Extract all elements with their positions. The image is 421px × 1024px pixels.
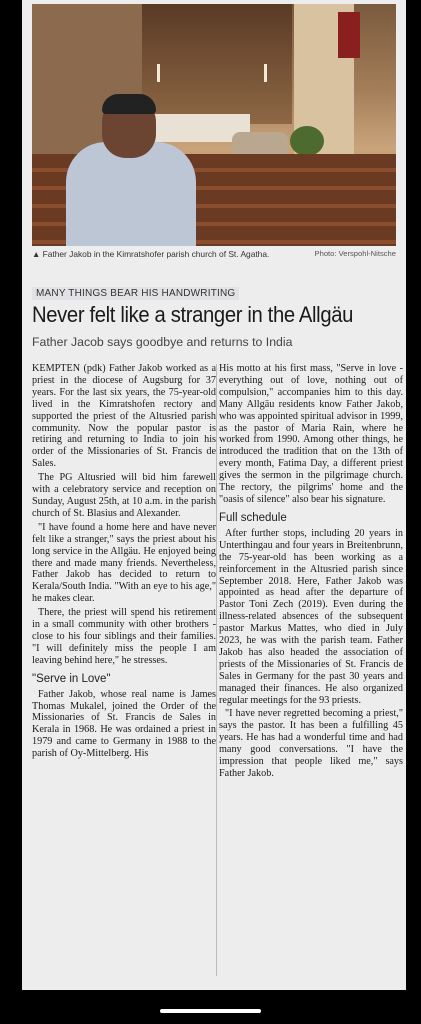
article-headline: Never felt like a stranger in the Allgäu (32, 302, 354, 327)
left-column (32, 363, 216, 762)
photo-plant (290, 126, 324, 156)
photo-banner (338, 12, 360, 58)
caption-text: ▲ Father Jakob in the Kimratshofer parish church of St. Agatha. (32, 249, 270, 259)
section-title: "Serve in Love" (32, 672, 111, 685)
section-title: Full schedule (219, 511, 287, 524)
photo-caption (32, 248, 396, 262)
photo-priest-hair (102, 94, 156, 114)
photo-altar (142, 4, 292, 124)
article-kicker: MANY THINGS BEAR HIS HANDWRITING (32, 287, 239, 300)
photo-credit: Photo: Verspohl-Nitsche (314, 249, 396, 258)
paragraph: KEMPTEN (pdk) Father Jakob worked as a priest in the diocese of Augsburg for 37 years. For the last six years, the 75-year-old lived in the Kimratshofen rectory and supported the priest of the Altusried parish community. Now the popular pastor is retiring and returning to India to join his order of the Missionaries of St. Francis de Sales. (32, 363, 216, 470)
paragraph: His motto at his first mass, "Serve in love - everything out of love, nothing out of compulsion," accompanies him to this day. Many Allgäu residents know Father Jakob, who was appointed spiritual advisor in 1999, as the pastor of Maria Rain, where he worked from 1990. Among other things, he introduced the tradition that on the 13th of every month, Fatima Day, a different priest gives the sermon in the pilgrimage church. The rectory, the pilgrims' home and the "oasis of silence" also bear his signature. (219, 363, 403, 505)
paragraph: "I have never regretted becoming a priest," says the pastor. It has been a fulfilling 45 years. He has had a wonderful time and had many good conversations. "I have the impression that people liked me," says Father Jakob. (219, 708, 403, 779)
home-indicator[interactable] (160, 1009, 261, 1013)
church-photo (32, 4, 396, 246)
photo-candle (264, 64, 267, 82)
paragraph: "I have found a home here and have never felt like a stranger," says the priest about his long service in the Allgäu. He enjoyed being there and made many friends. Nevertheless, Father Jakob has decided to return to Kerala/South India. "With an eye to his age," he makes clear. (32, 521, 216, 605)
paragraph: After further stops, including 20 years in Unterthingau and four years in Breitenbrunn, the 75-year-old has been working as a reinforcement in the Altusried parish since September 2018. Here, Father Jakob was appointed as head after the departure of Pastor Toni Zech (2019). Even during the illness-related absences of the subsequent pastor Markus Mattes, who died in July 2023, he was with the parish team. Father Jakob has also headed the association of priests of the Missionaries of St. Francis de Sales in Germany for the past 30 years and managed their finances. He also organized regular meetings for the 93 priests. (219, 527, 403, 706)
column-divider (216, 364, 217, 976)
article-subhead: Father Jacob says goodbye and returns to India (32, 335, 293, 349)
paragraph: The PG Altusried will bid him farewell with a celebratory service and reception on Sunday, August 25th, at 10 a.m. in the parish church of St. Blasius and Alexander. (32, 472, 216, 519)
right-column (219, 363, 403, 782)
paragraph: Father Jakob, whose real name is James Thomas Mukalel, joined the Order of the Missionaries of St. Francis de Sales in Kerala in 1968. He was ordained a priest in 1979 and came to Germany in 1988 to the parish of Oy-Mittelberg. His (32, 688, 216, 760)
newspaper-clipping (22, 0, 406, 990)
photo-candle (157, 64, 160, 82)
paragraph: There, the priest will spend his retirement in a small community with other brothers - close to his four siblings and their families. "I will definitely miss the people I am leaving behind here," he stresses. (32, 607, 216, 666)
